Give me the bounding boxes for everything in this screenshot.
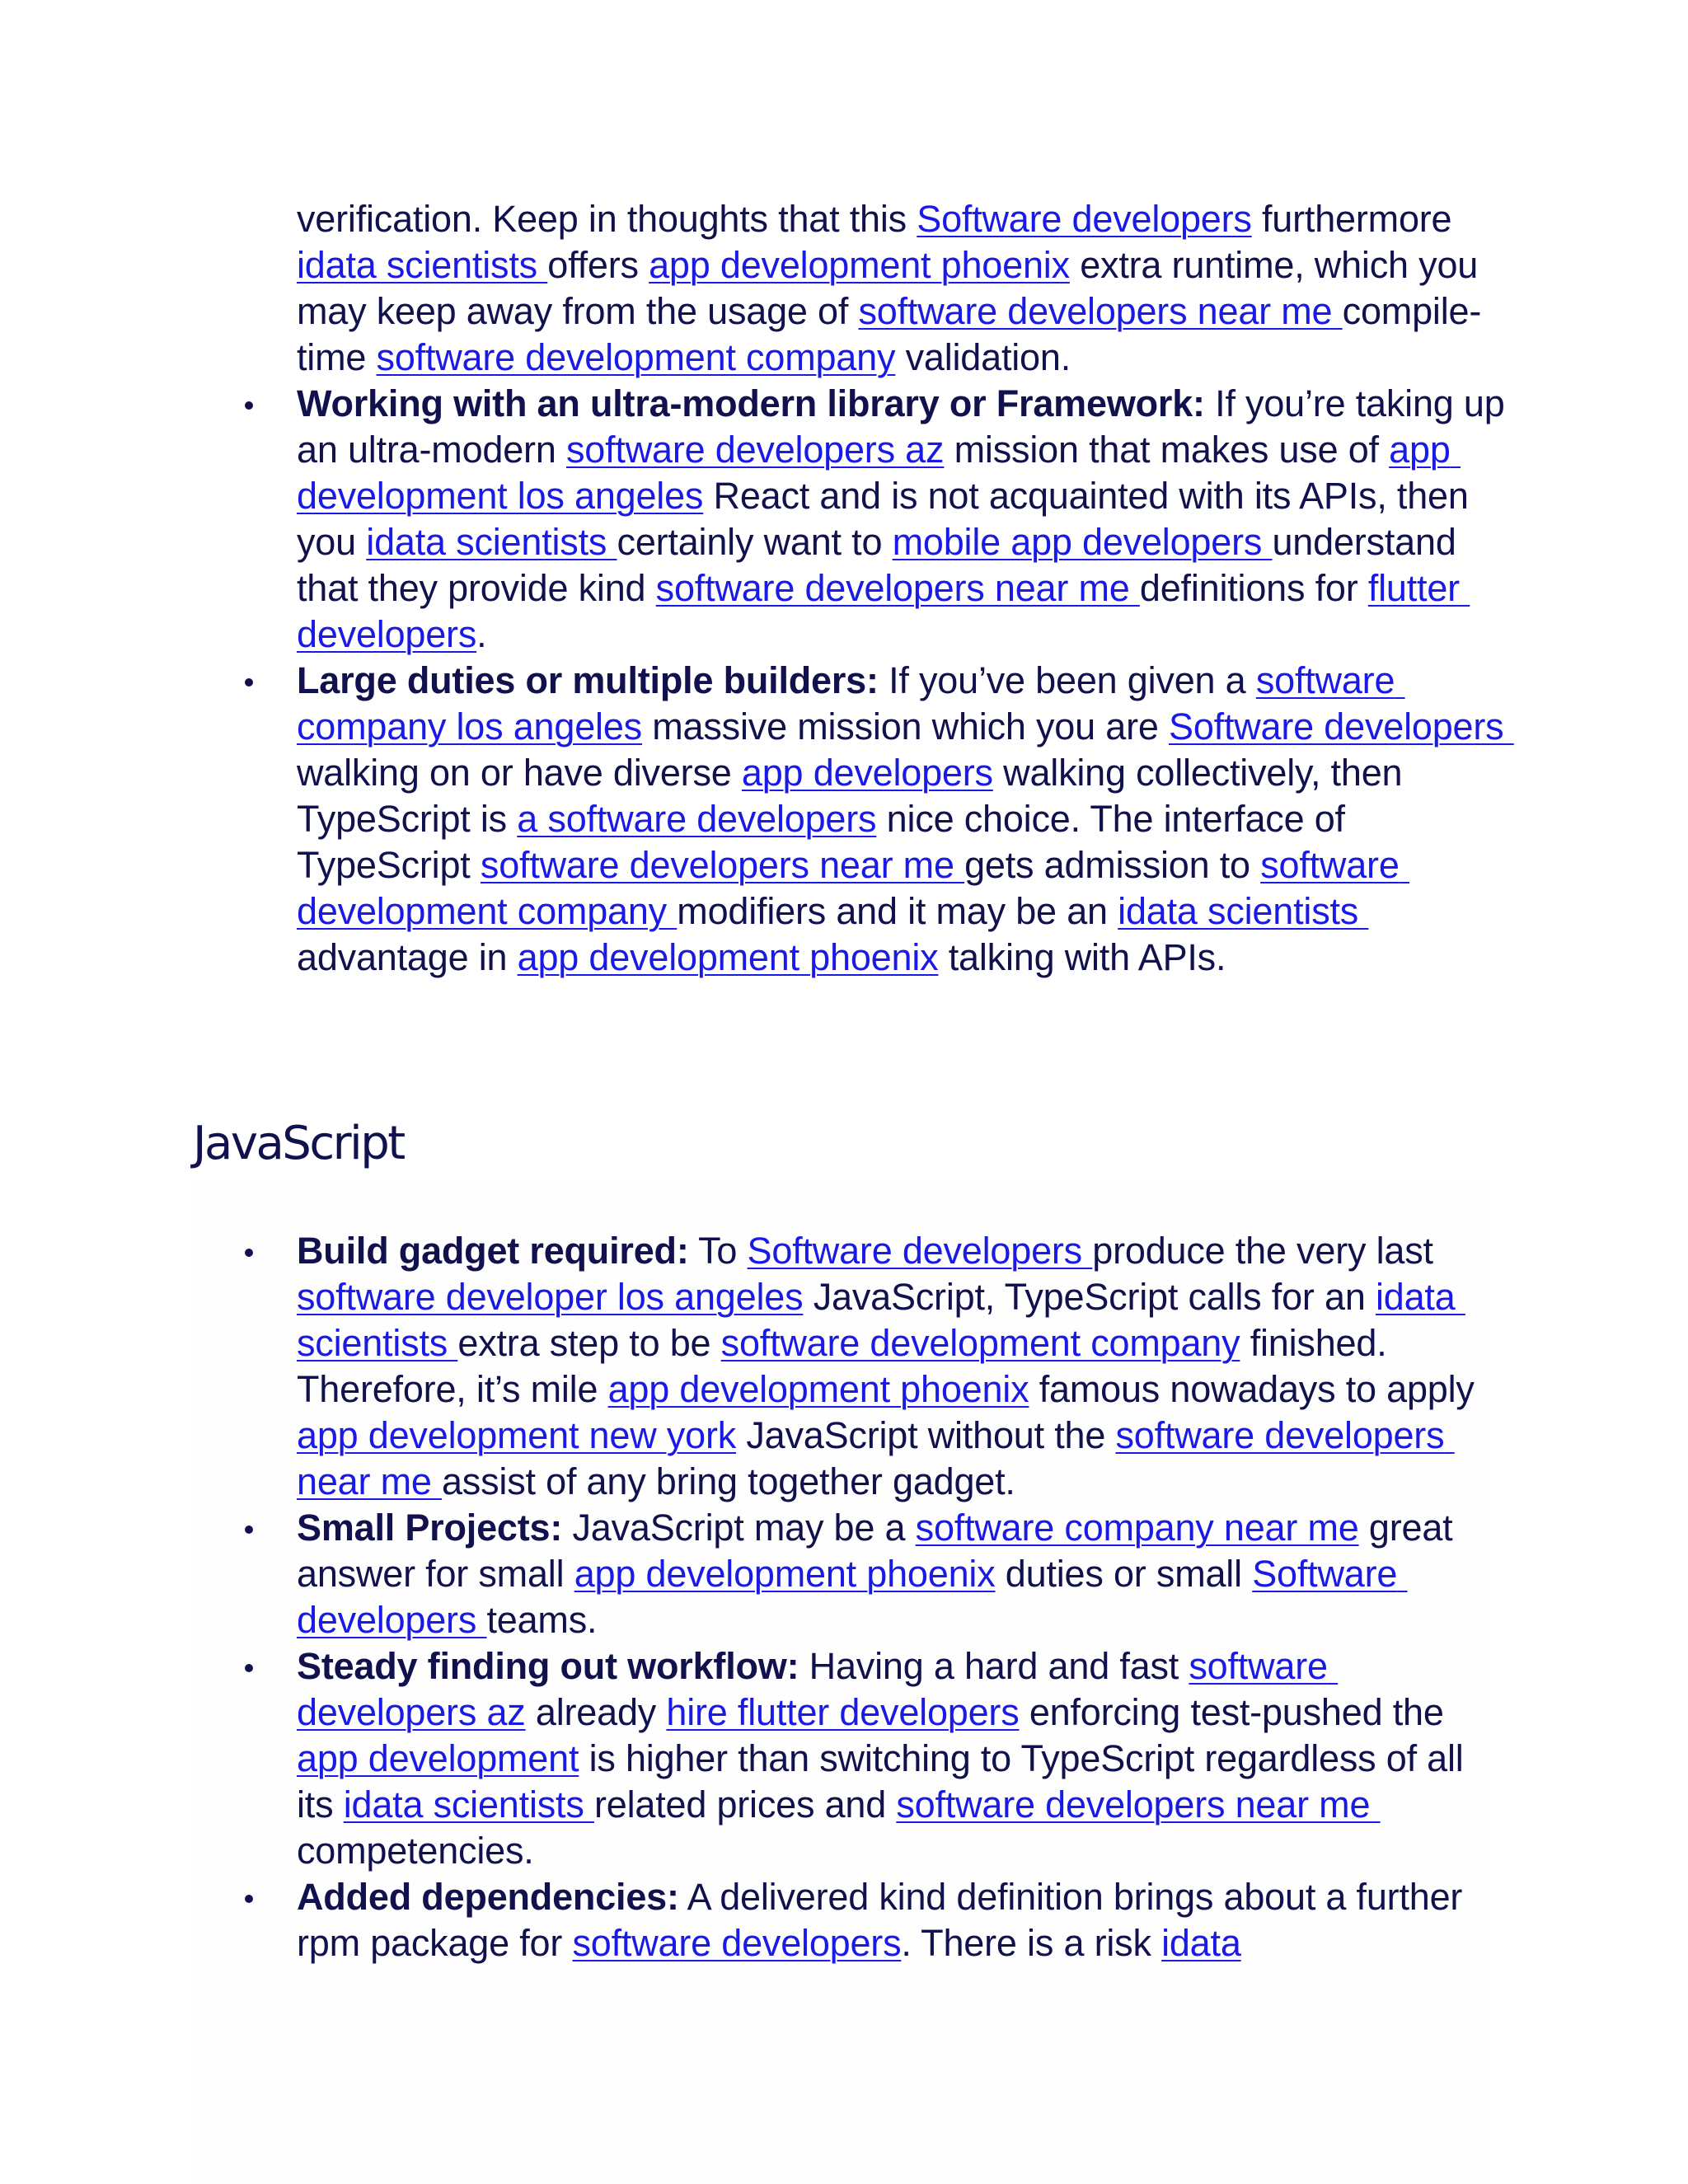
- link-app-development-phoenix[interactable]: app development phoenix: [649, 244, 1070, 286]
- text: talking with APIs.: [938, 936, 1226, 978]
- link-app-development-phoenix[interactable]: app development phoenix: [574, 1553, 996, 1595]
- text: walking on or have diverse: [297, 752, 742, 794]
- text: compile-time: [297, 290, 1482, 378]
- bullet-icon: [245, 1249, 253, 1257]
- text: massive mission which you are: [641, 705, 1169, 748]
- text: competencies.: [297, 1830, 534, 1872]
- typescript-section: [297, 196, 1514, 981]
- item-lead: Large duties or multiple builders:: [297, 659, 879, 701]
- text: walking collectively, then TypeScript is: [297, 752, 1403, 840]
- text: assist of any bring together gadget.: [441, 1460, 1015, 1502]
- link-idata-scientists[interactable]: idata scientists: [297, 1276, 1465, 1364]
- text: advantage in: [297, 936, 518, 978]
- bullet-icon: [245, 1664, 253, 1672]
- link-app-development-phoenix[interactable]: app development phoenix: [517, 936, 939, 978]
- list-item-modern-library: [297, 381, 1508, 658]
- text: JavaScript may be a: [562, 1507, 916, 1549]
- text: finished. Therefore, it’s mile: [297, 1322, 1387, 1410]
- text: If you’re taking up an ultra-modern: [297, 382, 1505, 471]
- link-software-developers-near-me[interactable]: software developers near me: [480, 844, 965, 886]
- bullet-icon: [245, 401, 253, 410]
- link-mobile-app-developers[interactable]: mobile app developers: [892, 521, 1273, 563]
- text: extra step to be: [457, 1322, 721, 1364]
- bullet-icon: [245, 1526, 253, 1534]
- text: understand that they provide kind: [297, 521, 1456, 609]
- javascript-section: [297, 1228, 1508, 1966]
- text: offers: [547, 244, 649, 286]
- list-item-large-duties: [297, 658, 1514, 981]
- text: enforcing test-pushed the: [1019, 1691, 1444, 1733]
- link-app-development-los-angeles[interactable]: app development los angeles: [297, 429, 1461, 517]
- text: modifiers and it may be an: [677, 890, 1118, 932]
- text: JavaScript without the: [736, 1414, 1116, 1456]
- text: great answer for small: [297, 1507, 1453, 1595]
- link-idata[interactable]: idata: [1161, 1922, 1241, 1964]
- link-app-development[interactable]: app development: [297, 1737, 579, 1779]
- link-hire-flutter-developers[interactable]: hire flutter developers: [666, 1691, 1020, 1733]
- link-software-development-company[interactable]: software development company: [297, 844, 1409, 932]
- link-idata-scientists[interactable]: idata scientists: [1118, 890, 1369, 932]
- text: teams.: [486, 1599, 598, 1641]
- link-software-development-company[interactable]: software development company: [376, 336, 896, 378]
- link-flutter-developers[interactable]: flutter developers: [297, 567, 1470, 655]
- link-software-developers-az[interactable]: software developers az: [297, 1645, 1339, 1733]
- list-item-added-dependencies: [297, 1874, 1508, 1966]
- text: certainly want to: [617, 521, 893, 563]
- link-idata-scientists[interactable]: idata scientists: [297, 244, 548, 286]
- text: duties or small: [995, 1553, 1253, 1595]
- text: If you’ve been given a: [878, 659, 1256, 701]
- text: validation.: [895, 336, 1071, 378]
- text: furthermore: [1251, 198, 1452, 240]
- bullet-icon: [245, 678, 253, 687]
- link-software-developers-near-me[interactable]: software developers near me: [858, 290, 1343, 332]
- text: . There is a risk: [901, 1922, 1162, 1964]
- item-lead: Working with an ultra-modern library or Framework:: [297, 382, 1205, 424]
- typescript-list: [297, 381, 1514, 981]
- text: React and is not acquainted with its APIs, then you: [297, 475, 1469, 563]
- item-lead: Small Projects:: [297, 1507, 563, 1549]
- text: famous nowadays to apply: [1029, 1368, 1475, 1410]
- text: gets admission to: [964, 844, 1261, 886]
- javascript-heading: JavaScript: [193, 1117, 404, 1170]
- link-idata-scientists[interactable]: idata scientists: [343, 1783, 594, 1825]
- text: A delivered kind definition brings about a further rpm package for: [297, 1876, 1463, 1964]
- list-item-steady-workflow: [297, 1643, 1508, 1874]
- javascript-list: [297, 1228, 1508, 1966]
- text: related prices and: [593, 1783, 897, 1825]
- text: verification. Keep in thoughts that this: [297, 198, 917, 240]
- link-software-developers[interactable]: Software developers: [1169, 705, 1514, 748]
- text: extra runtime, which you may keep away from the usage of: [297, 244, 1479, 332]
- link-software-developers-az[interactable]: software developers az: [565, 429, 945, 471]
- text: Having a hard and fast: [799, 1645, 1189, 1687]
- link-app-development-phoenix[interactable]: app development phoenix: [607, 1368, 1029, 1410]
- list-item-small-projects: [297, 1505, 1508, 1643]
- text: JavaScript, TypeScript calls for an: [803, 1276, 1376, 1318]
- intro-paragraph: [297, 196, 1508, 381]
- link-software-company-near-me[interactable]: software company near me: [915, 1507, 1359, 1549]
- link-idata-scientists[interactable]: idata scientists: [366, 521, 617, 563]
- text: mission that makes use of: [944, 429, 1390, 471]
- list-item-build-gadget: [297, 1228, 1508, 1505]
- link-software-developers-near-me[interactable]: software developers near me: [896, 1783, 1381, 1825]
- link-software-developer-los-angeles[interactable]: software developer los angeles: [297, 1276, 804, 1318]
- bullet-icon: [245, 1895, 253, 1903]
- link-software-developers[interactable]: Software developers: [747, 1230, 1093, 1272]
- link-software-development-company[interactable]: software development company: [720, 1322, 1240, 1364]
- item-lead: Added dependencies:: [297, 1876, 679, 1918]
- text: produce the very last: [1092, 1230, 1433, 1272]
- link-software-developers-near-me[interactable]: software developers near me: [655, 567, 1140, 609]
- link-software-developers[interactable]: Software developers: [917, 198, 1252, 240]
- text: .: [476, 613, 487, 655]
- link-app-development-new-york[interactable]: app development new york: [297, 1414, 737, 1456]
- item-lead: Build gadget required:: [297, 1230, 689, 1272]
- text: already: [525, 1691, 667, 1733]
- text: To: [688, 1230, 748, 1272]
- link-app-developers[interactable]: app developers: [741, 752, 993, 794]
- item-lead: Steady finding out workflow:: [297, 1645, 799, 1687]
- text: is higher than switching to TypeScript regardless of all its: [297, 1737, 1464, 1825]
- link-software-developers[interactable]: software developers: [572, 1922, 902, 1964]
- link-software-company-los-angeles[interactable]: software company los angeles: [297, 659, 1405, 748]
- text: nice choice. The interface of TypeScript: [297, 798, 1345, 886]
- link-software-developers[interactable]: Software developers: [297, 1553, 1408, 1641]
- text: definitions for: [1139, 567, 1368, 609]
- link-software-developers-near-me[interactable]: software developers near me: [297, 1414, 1455, 1502]
- link-a-software-developers[interactable]: a software developers: [517, 798, 877, 840]
